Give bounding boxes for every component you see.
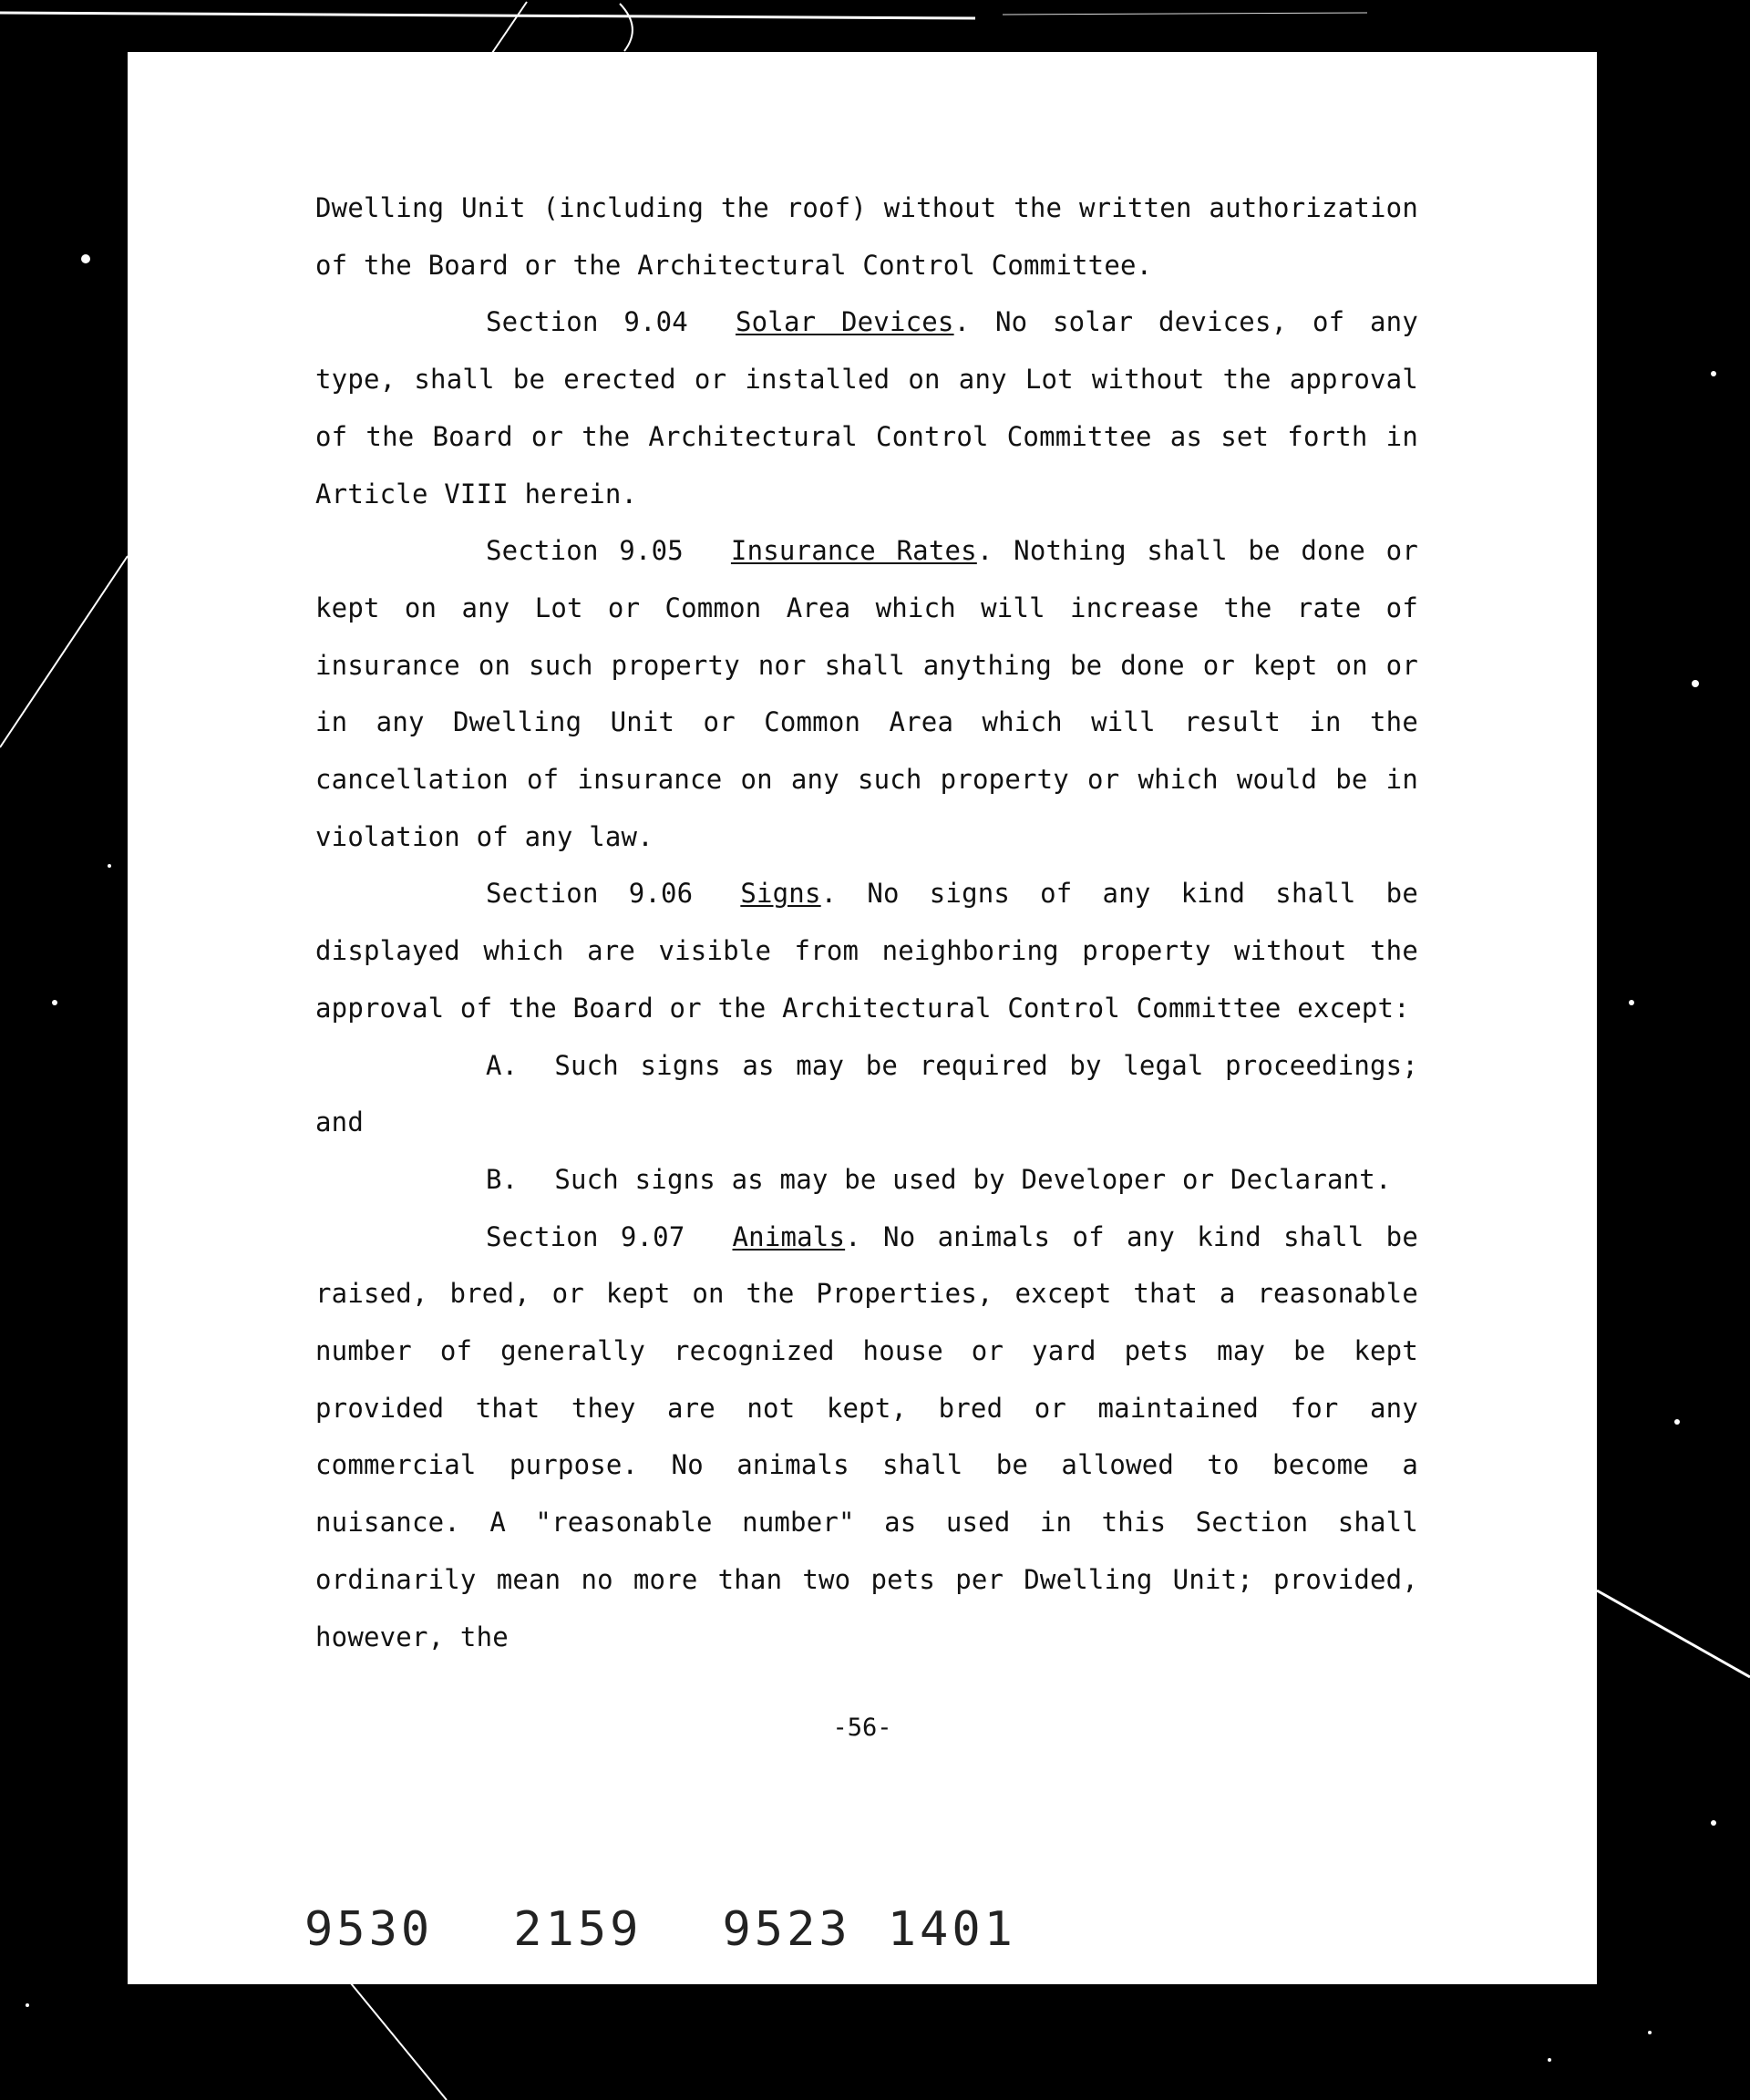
section-label: Section 9.04 — [486, 306, 688, 338]
section-title: Signs — [740, 878, 821, 910]
section-body: Nothing shall be done or kept on any Lot or Common Area which will increase the rate of insurance on such property nor shall anything be done or kept on or in any Dwelling Unit or Common Area which will result in the cancellation of insurance on any such property or which would be in violation of any law. — [315, 535, 1418, 852]
section-title: Insurance Rates — [730, 535, 977, 567]
stamp-struck-1: 9523 — [722, 1902, 851, 1957]
section-body: No signs of any kind shall be displayed which are visible from neighboring property without the approval of the Board or the Architectural Control Committee except: — [315, 878, 1418, 1024]
section-9-06: Section 9.06 Signs. No signs of any kind shall be displayed which are visible from neighboring property without the approval of the Board or the Architectural Control Committee except: — [315, 878, 1418, 1024]
stamp-number-1: 9530 — [304, 1902, 434, 1957]
list-item-a — [315, 1037, 1418, 1151]
paragraph-continuation: Dwelling Unit (including the roof) without the written authorization of the Board or the Architectural Control Committee. — [315, 192, 1418, 281]
stamp-struck-2: 1401 — [887, 1902, 1016, 1957]
section-label: Section 9.06 — [486, 878, 694, 910]
page-number: -56- — [832, 1714, 892, 1742]
list-marker: A. — [486, 1049, 519, 1081]
list-text: Such signs as may be required by legal proceedings; and — [315, 1049, 1418, 1138]
section-9-04: Section 9.04 Solar Devices. No solar devices, of any type, shall be erected or installed on any Lot without the approval of the Board or the Architectural Control Committee as set forth in Article VIII herein. — [315, 306, 1418, 510]
section-label: Section 9.05 — [486, 535, 684, 567]
section-body: No animals of any kind shall be raised, bred, or kept on the Properties, except that a reasonable number of generally recognized house or yard pets may be kept provided that they are not kept, bred or maintained for any commercial purpose. No animals shall be allowed to become a nuisance. A "reasonable number" as used in this Section shall ordinarily mean no more than two pets per Dwelling Unit; provided, however, the — [315, 1220, 1418, 1652]
list-text: Such signs as may be used by Developer or Declarant. — [554, 1163, 1392, 1195]
stamp-number-2: 2159 — [513, 1902, 643, 1957]
list-item-b — [315, 1151, 1418, 1209]
section-label: Section 9.07 — [486, 1220, 685, 1252]
section-9-07: Section 9.07 Animals. No animals of any kind shall be raised, bred, or kept on the Properties, except that a reasonable number of generally recognized house or yard pets may be kept provided that they are not kept, bred or maintained for any commercial purpose. No animals shall be allowed to become a nuisance. A "reasonable number" as used in this Section shall ordinarily mean no more than two pets per Dwelling Unit; provided, however, the — [315, 1220, 1418, 1652]
list-marker: B. — [486, 1163, 519, 1195]
body-text — [315, 180, 1418, 1665]
section-9-05: Section 9.05 Insurance Rates. Nothing shall be done or kept on any Lot or Common Area which will increase the rate of insurance on such property nor shall anything be done or kept on or in any Dwelling Unit or Common Area which will result in the cancellation of insurance on any such property or which would be in violation of any law. — [315, 535, 1418, 852]
recording-stamp — [304, 1902, 1016, 1957]
stamp-struck-numbers — [722, 1902, 1015, 1957]
section-title: Solar Devices — [735, 306, 954, 338]
section-body: No solar devices, of any type, shall be erected or installed on any Lot without the approval of the Board or the Architectural Control Committee as set forth in Article VIII herein. — [315, 306, 1418, 510]
section-title: Animals — [732, 1220, 846, 1252]
document-page — [128, 52, 1597, 1984]
